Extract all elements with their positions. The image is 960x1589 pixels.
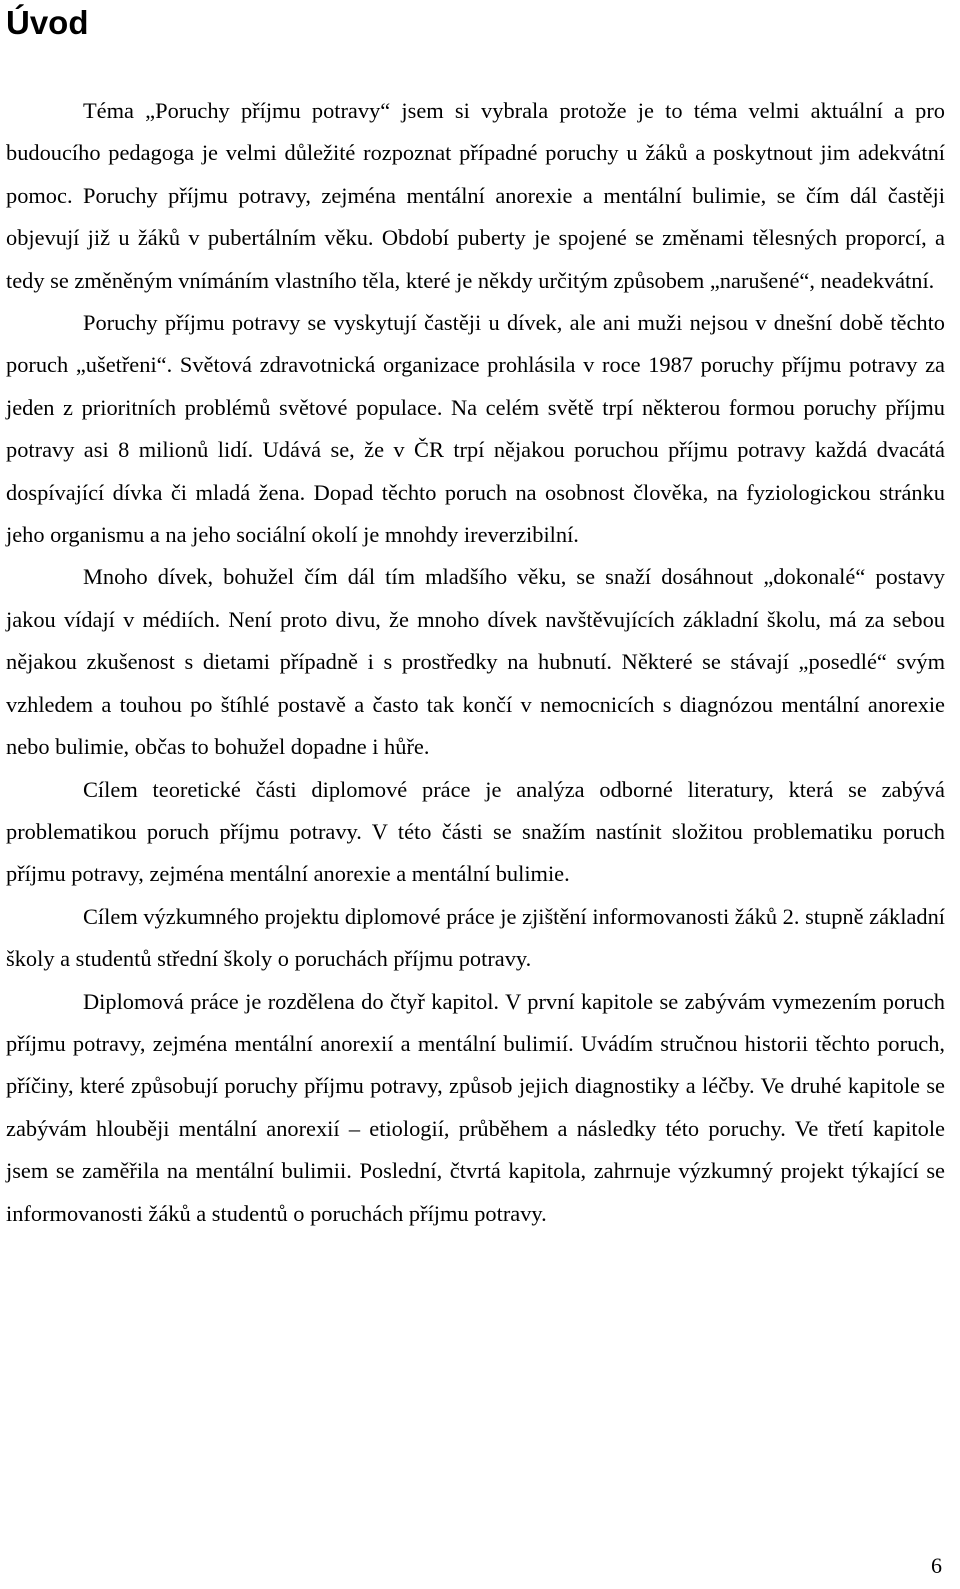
paragraph: Cílem teoretické části diplomové práce je analýza odborné literatury, která se zabývá problematikou poruch příjmu potravy. V této části se snažím nastínit složitou problematiku poruch příjmu potravy, zejména mentální anorexie a mentální bulimie. <box>6 776 945 887</box>
body-text <box>6 90 945 1235</box>
paragraph: Mnoho dívek, bohužel čím dál tím mladšího věku, se snaží dosáhnout „dokonalé“ postavy jakou vídají v médiích. Není proto divu, že mnoho dívek navštěvujících základní školu, má za sebou nějakou zkušenost s dietami případně i s prostředky na hubnutí. Některé se stávají „posedlé“ svým vzhledem a touhou po štíhlé postavě a často tak končí v nemocnicích s diagnózou mentální anorexie nebo bulimie, občas to bohužel dopadne i hůře. <box>6 564 945 760</box>
paragraph: Téma „Poruchy příjmu potravy“ jsem si vybrala protože je to téma velmi aktuální a pro budoucího pedagoga je velmi důležité rozpoznat případné poruchy u žáků a poskytnout jim adekvátní pomoc. Poruchy příjmu potravy, zejména mentální anorexie a mentální bulimie, se čím dál častěji objevují již u žáků v pubertálním věku. Období puberty je spojené se změnami tělesných proporcí, a tedy se změněným vnímáním vlastního těla, které je někdy určitým způsobem „narušené“, neadekvátní. <box>6 98 945 293</box>
page-number: 6 <box>931 1553 942 1578</box>
paragraph: Poruchy příjmu potravy se vyskytují častěji u dívek, ale ani muži nejsou v dnešní době těchto poruch „ušetřeni“. Světová zdravotnická organizace prohlásila v roce 1987 poruchy příjmu potravy za jeden z prioritních problémů světové populace. Na celém světě trpí některou formou poruchy příjmu potravy asi 8 milionů lidí. Udává se, že v ČR trpí nějakou poruchou příjmu potravy každá dvacátá dospívající dívka či mladá žena. Dopad těchto poruch na osobnost člověka, na fyziologickou stránku jeho organismu a na jeho sociální okolí je mnohdy ireverzibilní. <box>6 310 945 548</box>
paragraph: Diplomová práce je rozdělena do čtyř kapitol. V první kapitole se zabývám vymezením poruch příjmu potravy, zejména mentální anorexií a mentální bulimií. Uvádím stručnou historii těchto poruch, příčiny, které způsobují poruchy příjmu potravy, způsob jejich diagnostiky a léčby. Ve druhé kapitole se zabývám hlouběji mentální anorexií – etiologií, průběhem a následky této poruchy. Ve třetí kapitole jsem se zaměřila na mentální bulimii. Poslední, čtvrtá kapitola, zahrnuje výzkumný projekt týkající se informovanosti žáků a studentů o poruchách příjmu potravy. <box>6 988 945 1226</box>
paragraph: Cílem výzkumného projektu diplomové práce je zjištění informovanosti žáků 2. stupně základní školy a studentů střední školy o poruchách příjmu potravy. <box>6 903 945 972</box>
section-heading: Úvod <box>6 4 89 41</box>
